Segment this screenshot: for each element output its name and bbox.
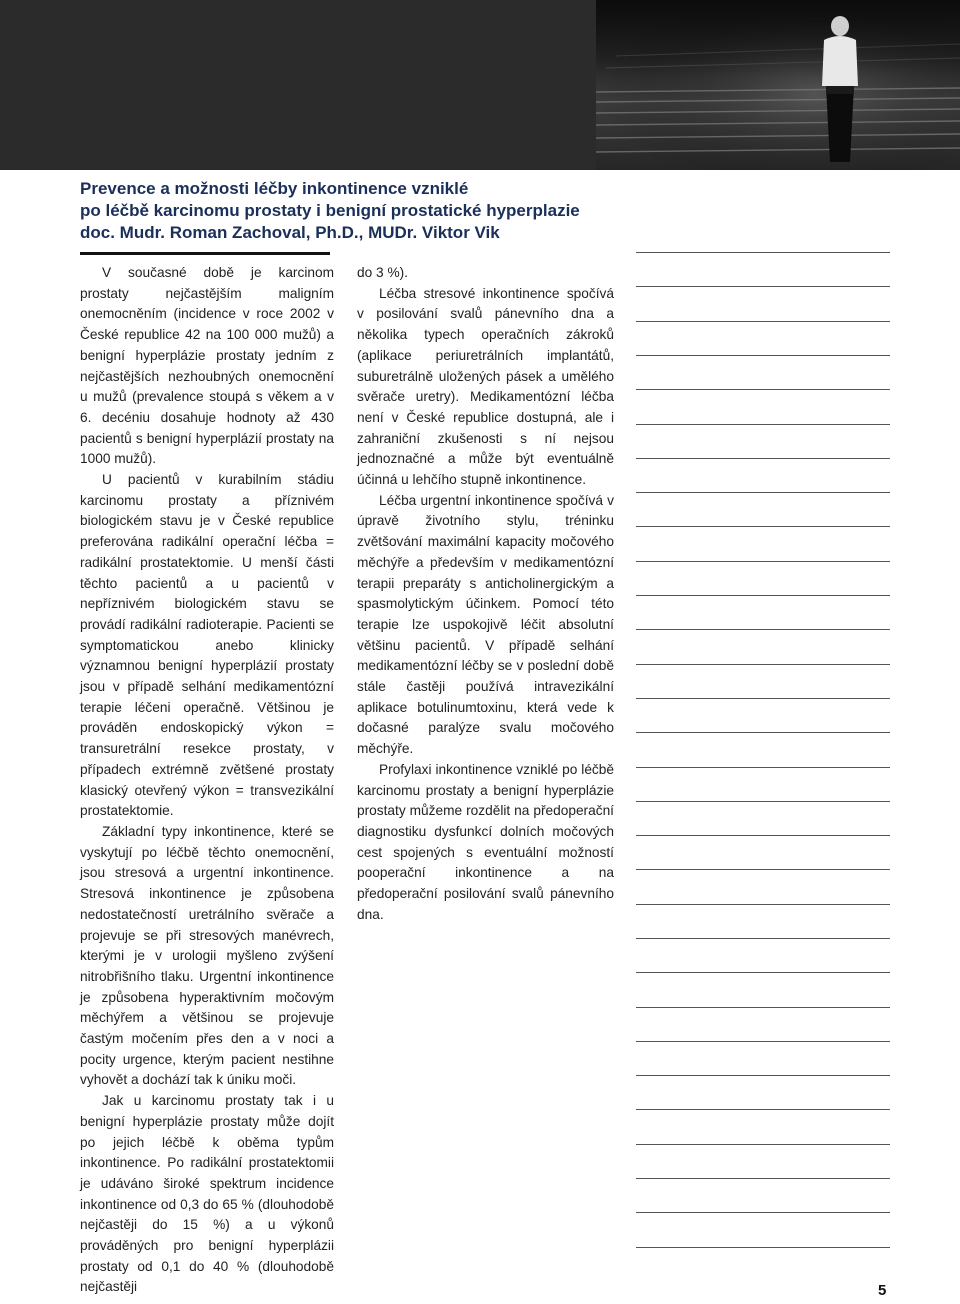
note-line [636,767,890,768]
note-line [636,1247,890,1248]
paragraph: U pacientů v kurabilním stádiu karcinomu prostaty a příznivém biologickém stavu je v České republice preferována radikální operační léčba = radikální prostatektomie. U menší části těchto pacientů a u pacientů v nepříznivém biologickém stavu se provádí radikální radioterapie. Pacienti se symptomatickou anebo klinicky významnou benigní hyperplázií prostaty jsou v případě selhání medikamentózní terapie léčeni operačně. Většinou je prováděn endoskopický výkon = transuretrální resekce prostaty, v případech extrémně zvětšené prostaty klasický otevřený výkon = transvezikální prostatektomie. [80,472,334,819]
article-title [80,178,700,244]
note-line [636,424,890,425]
note-line [636,869,890,870]
text-column-1 [80,263,334,1298]
paragraph: Jak u karcinomu prostaty tak i u benigní hyperplázie prostaty může dojít po jejich léčbě k oběma typům inkontinence. Po radikální prostatektomii je udáváno široké spektrum incidence inkontinence od 0,3 do 65 % (dlouhodobě nejčastěji do 15 %) a u výkonů prováděných pro benigní hyperplázii prostaty od 0,1 do 40 % (dlouhodobě nejčastěji [80,1093,334,1295]
note-line [636,664,890,665]
note-line [636,1109,890,1110]
note-line [636,492,890,493]
note-line [636,835,890,836]
title-underline [80,252,330,255]
note-line [636,1007,890,1008]
note-line [636,458,890,459]
theatre-photo-illustration [596,0,960,170]
note-line [636,801,890,802]
note-line [636,1075,890,1076]
note-line [636,938,890,939]
paragraph: V současné době je karcinom prostaty nejčastějším maligním onemocněním (incidence v roce 2002 v České republice 42 na 100 000 mužů) a benigní hyperplázie prostaty jedním z nejčastějších nezhoubných onemocnění u mužů (prevalence stoupá s věkem a v 6. decéniu dosahuje hodnoty až 430 pacientů s benigní hyperplázií prostaty na 1000 mužů). [80,265,334,467]
note-line [636,1212,890,1213]
title-line-2: po léčbě karcinomu prostaty i benigní prostatické hyperplazie [80,201,580,220]
note-line [636,904,890,905]
note-line [636,286,890,287]
page-number: 5 [878,1282,887,1299]
note-line [636,389,890,390]
note-line [636,698,890,699]
title-line-1: Prevence a možnosti léčby inkontinence vzniklé [80,179,469,198]
notes-lines [636,252,890,1282]
note-line [636,629,890,630]
paragraph: Léčba stresové inkontinence spočívá v posilování svalů pánevního dna a několika typech operačních zákroků (aplikace periuretrálních implantátů, suburetrálně uložených pásek a umělého svěrače uretry). Medikamentózní léčba není v České republice dostupná, ale i zahraniční zkušenosti s ní nejsou jednoznačné a může být eventuálně účinná u lehčího stupně inkontinence. [357,285,614,488]
note-line [636,972,890,973]
paragraph: Základní typy inkontinence, které se vyskytují po léčbě těchto onemocnění, jsou stresová a urgentní inkontinence. Stresová inkontinence je způsobena nedostatečností uretrálního svěrače a projevuje se při stresových manévrech, kterými je v urologii myšleno zvýšení nitrobřišního tlaku. Urgentní inkontinence je způsobena hyperaktivním močovým měchýřem a většinou se projevuje častým močením přes den a v noci a pocity urgence, kterým pacient nestihne vyhovět a dochází tak k úniku moči. [80,823,334,1088]
note-line [636,355,890,356]
text-column-2 [357,263,614,926]
note-line [636,732,890,733]
authors: doc. Mudr. Roman Zachoval, Ph.D., MUDr. Viktor Vik [80,223,500,242]
paragraph: Léčba urgentní inkontinence spočívá v úpravě životního stylu, tréninku zvětšování maximální kapacity močového měchýře a především v medikamentózní terapii preparáty s anticholinergickým a spasmolytickým účinkem. Pomocí této terapie lze uspokojivě léčit absolutní většinu pacientů. V případě selhání medikamentózní léčby se v poslední době stále častěji používá intravezikální aplikace botulinumtoxinu, která vede k dočasné paralýze svalu močového měchýře. [357,492,614,757]
note-line [636,595,890,596]
note-line [636,1144,890,1145]
theatre-photo [596,0,960,170]
paragraph: Profylaxi inkontinence vzniklé po léčbě karcinomu prostaty a benigní hyperplázie prostaty můžeme rozdělit na předoperační diagnostiku dysfunkcí dolních močových cest spojených s eventuální možností pooperační inkontinence a na předoperační posilování svalů pánevního dna. [357,761,614,922]
header-banner [0,0,960,170]
paragraph: do 3 %). [357,265,408,280]
note-line [636,1178,890,1179]
note-line [636,526,890,527]
note-line [636,1041,890,1042]
note-line [636,252,890,253]
note-line [636,561,890,562]
note-line [636,321,890,322]
